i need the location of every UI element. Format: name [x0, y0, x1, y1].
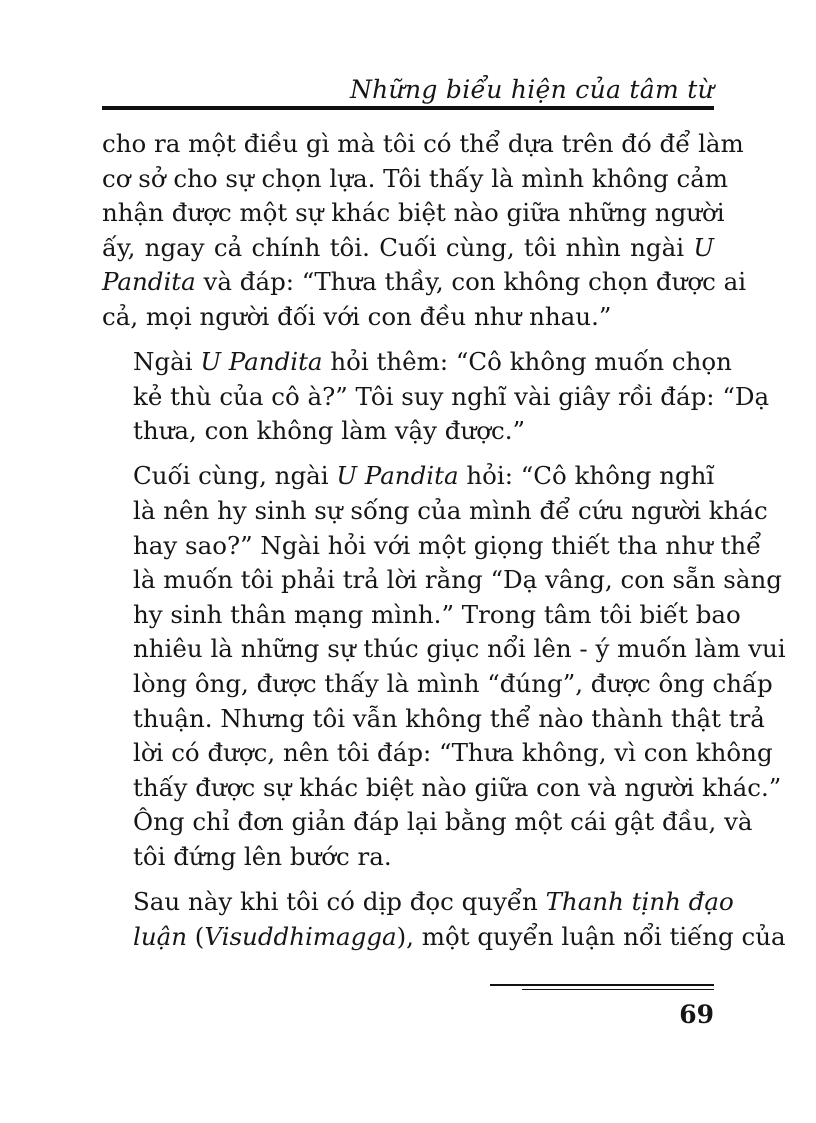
- paragraph: [102, 127, 747, 335]
- text-line: cả, mọi người đối với con đều như nhau.”: [102, 301, 612, 331]
- text-line: thuận. Nhưng tôi vẫn không thể nào thành thật trả: [133, 703, 765, 733]
- running-head: Những biểu hiện của tâm từ: [349, 75, 714, 104]
- text-line: nhiêu là những sự thúc giục nổi lên - ý muốn làm vui: [133, 634, 786, 664]
- text-line: Sau này khi tôi có dịp đọc quyển Thanh tịnh đạo: [133, 886, 734, 916]
- text-line: Pandita và đáp: “Thưa thầy, con không chọn được ai: [102, 267, 747, 297]
- italic-term: U Pandita: [200, 347, 323, 377]
- text-line: thấy được sự khác biệt nào giữa con và người khác.”: [133, 772, 782, 802]
- body-text: [102, 127, 786, 965]
- paragraph: [102, 459, 786, 874]
- text-line: cho ra một điều gì mà tôi có thể dựa trên đó để làm: [102, 129, 744, 158]
- text-line: hay sao?” Ngài hỏi với một giọng thiết tha như thể: [133, 530, 762, 560]
- page-number: 69: [679, 1000, 714, 1029]
- header-rule: [102, 106, 714, 110]
- footer-rule: [490, 984, 714, 986]
- text-line: tôi đứng lên bước ra.: [133, 841, 392, 871]
- text-line: nhận được một sự khác biệt nào giữa những người: [102, 198, 725, 228]
- text-line: luận (Visuddhimagga), một quyển luận nổi tiếng của: [133, 921, 786, 951]
- footer-rule-thin: [522, 989, 714, 990]
- text-line: thưa, con không làm vậy được.”: [133, 416, 526, 446]
- text-line: kẻ thù của cô à?” Tôi suy nghĩ vài giây rồi đáp: “Dạ: [133, 381, 770, 411]
- text-line: là nên hy sinh sự sống của mình để cứu người khác: [133, 495, 768, 525]
- text-line: Cuối cùng, ngài U Pandita hỏi: “Cô không nghĩ: [133, 461, 715, 491]
- italic-term: Visuddhimagga: [204, 921, 397, 951]
- text-line: ấy, ngay cả chính tôi. Cuối cùng, tôi nhìn ngài U: [102, 232, 714, 262]
- text-line: lời có được, nên tôi đáp: “Thưa không, vì con không: [133, 738, 773, 768]
- text-line: lòng ông, được thấy là mình “đúng”, được ông chấp: [133, 668, 773, 698]
- paragraph: [102, 345, 770, 449]
- italic-term: Thanh tịnh đạo: [545, 886, 734, 916]
- italic-term: Pandita: [102, 267, 196, 297]
- text-line: là muốn tôi phải trả lời rằng “Dạ vâng, con sẵn sàng: [133, 565, 782, 595]
- text-line: Ngài U Pandita hỏi thêm: “Cô không muốn chọn: [133, 347, 732, 377]
- italic-term: U: [693, 232, 714, 262]
- text-line: Ông chỉ đơn giản đáp lại bằng một cái gật đầu, và: [133, 807, 753, 837]
- paragraph: [102, 885, 786, 954]
- italic-term: luận: [133, 921, 188, 951]
- text-line: hy sinh thân mạng mình.” Trong tâm tôi biết bao: [133, 599, 741, 629]
- text-line: cơ sở cho sự chọn lựa. Tôi thấy là mình không cảm: [102, 163, 729, 193]
- italic-term: U Pandita: [336, 461, 459, 491]
